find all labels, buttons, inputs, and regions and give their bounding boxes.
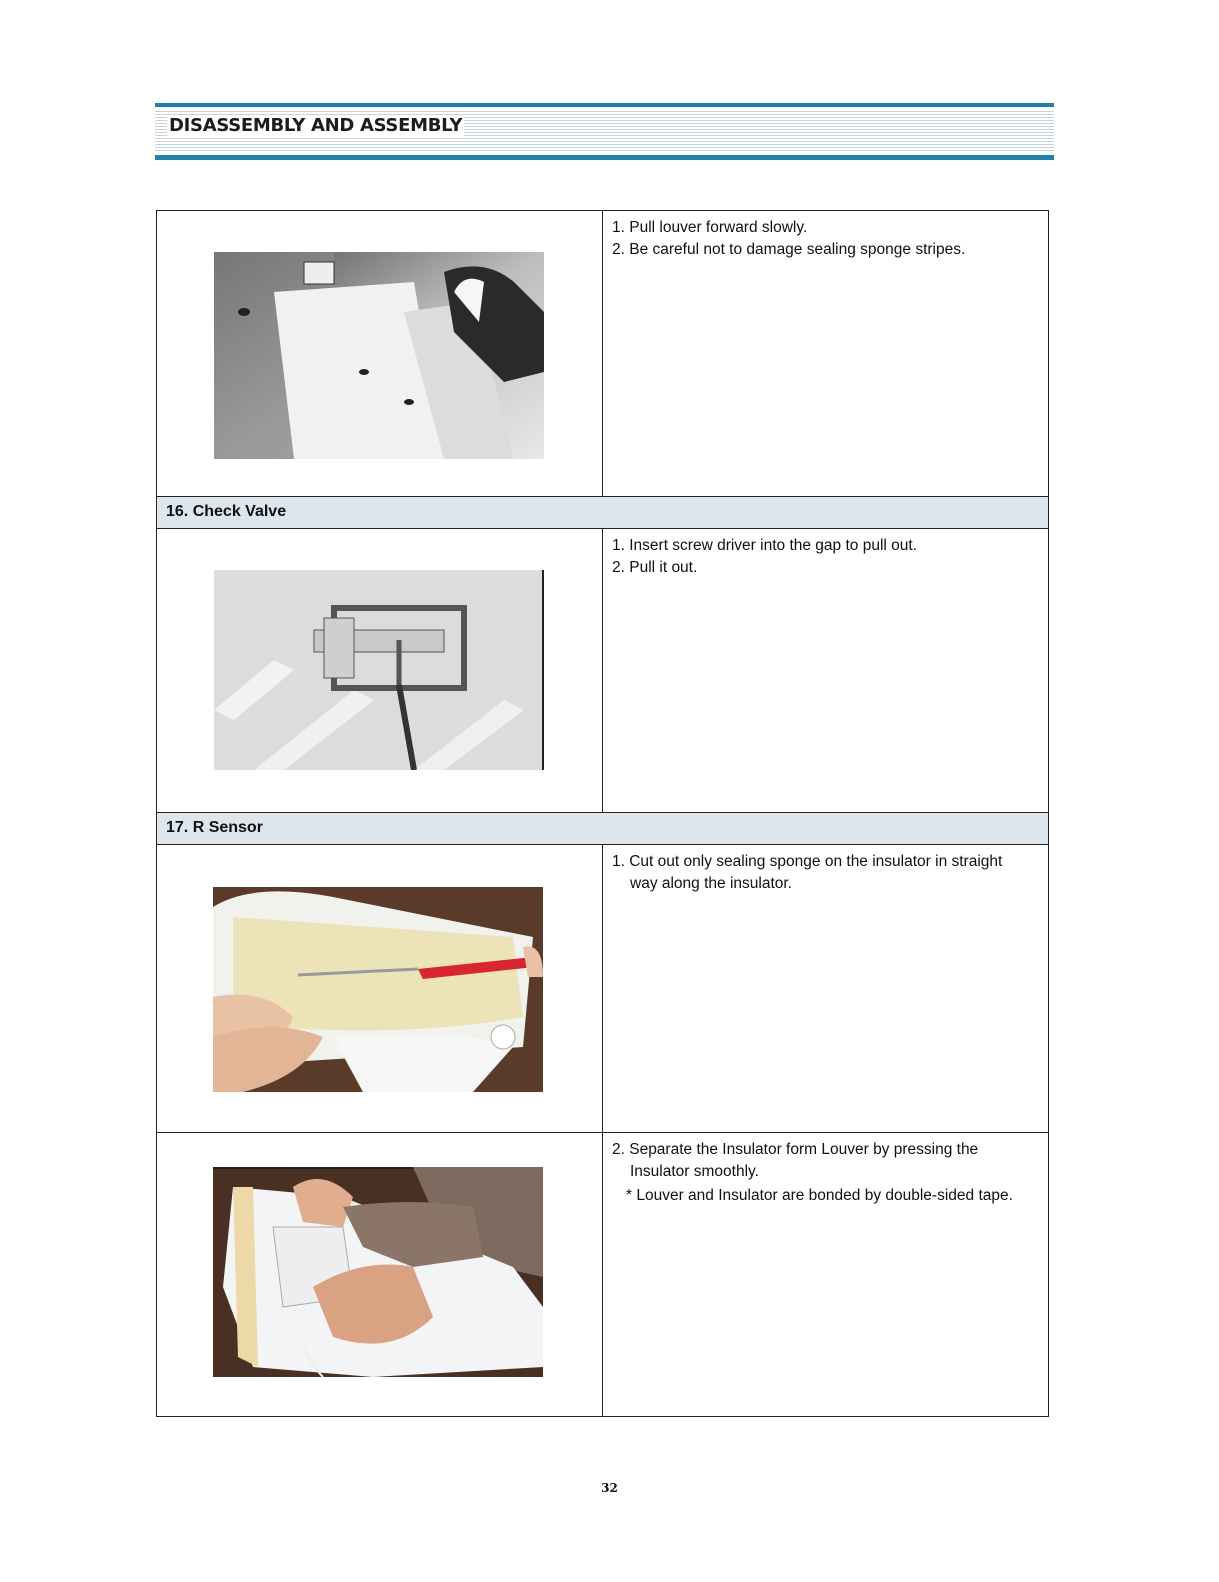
check-valve-photo: [214, 570, 544, 770]
sponge-cut-photo: [213, 887, 543, 1092]
header-bottom-rule: [155, 155, 1054, 160]
instruction-cell: [603, 845, 1048, 1132]
page-header: [155, 103, 1054, 161]
image-cell: [157, 845, 603, 1132]
table-row: [157, 211, 1048, 497]
step-text: 1. Pull louver forward slowly.: [612, 219, 808, 236]
note-text: * Louver and Insulator are bonded by double-sided tape.: [626, 1187, 1013, 1204]
image-cell: [157, 529, 603, 812]
image-cell: [157, 211, 603, 496]
table-row: [157, 845, 1048, 1133]
step-text: 1. Insert screw driver into the gap to pull out.: [612, 537, 917, 554]
instruction-cell: [603, 529, 1048, 812]
section-title: 17. R Sensor: [166, 819, 263, 836]
section-title: 16. Check Valve: [166, 503, 287, 520]
step-text: 1. Cut out only sealing sponge on the insulator in straight: [612, 853, 1003, 870]
page-title: DISASSEMBLY AND ASSEMBLY: [169, 115, 463, 136]
insulator-separate-photo: [213, 1167, 543, 1377]
step-text: 2. Pull it out.: [612, 559, 698, 576]
section-header-r-sensor: [157, 813, 1048, 845]
louver-photo: [214, 252, 544, 459]
step-text-continued: way along the insulator.: [630, 875, 792, 892]
header-top-rule: [155, 103, 1054, 107]
table-row: [157, 529, 1048, 813]
step-text: 2. Be careful not to damage sealing sponge stripes.: [612, 241, 966, 258]
instruction-cell: [603, 211, 1048, 496]
image-cell: [157, 1133, 603, 1416]
section-header-check-valve: [157, 497, 1048, 529]
step-text-continued: Insulator smoothly.: [630, 1163, 759, 1180]
step-text: 2. Separate the Insulator form Louver by pressing the: [612, 1141, 979, 1158]
instruction-table: [156, 210, 1049, 1417]
page-number: 32: [601, 1481, 618, 1495]
table-row: [157, 1133, 1048, 1416]
instruction-cell: [603, 1133, 1048, 1416]
